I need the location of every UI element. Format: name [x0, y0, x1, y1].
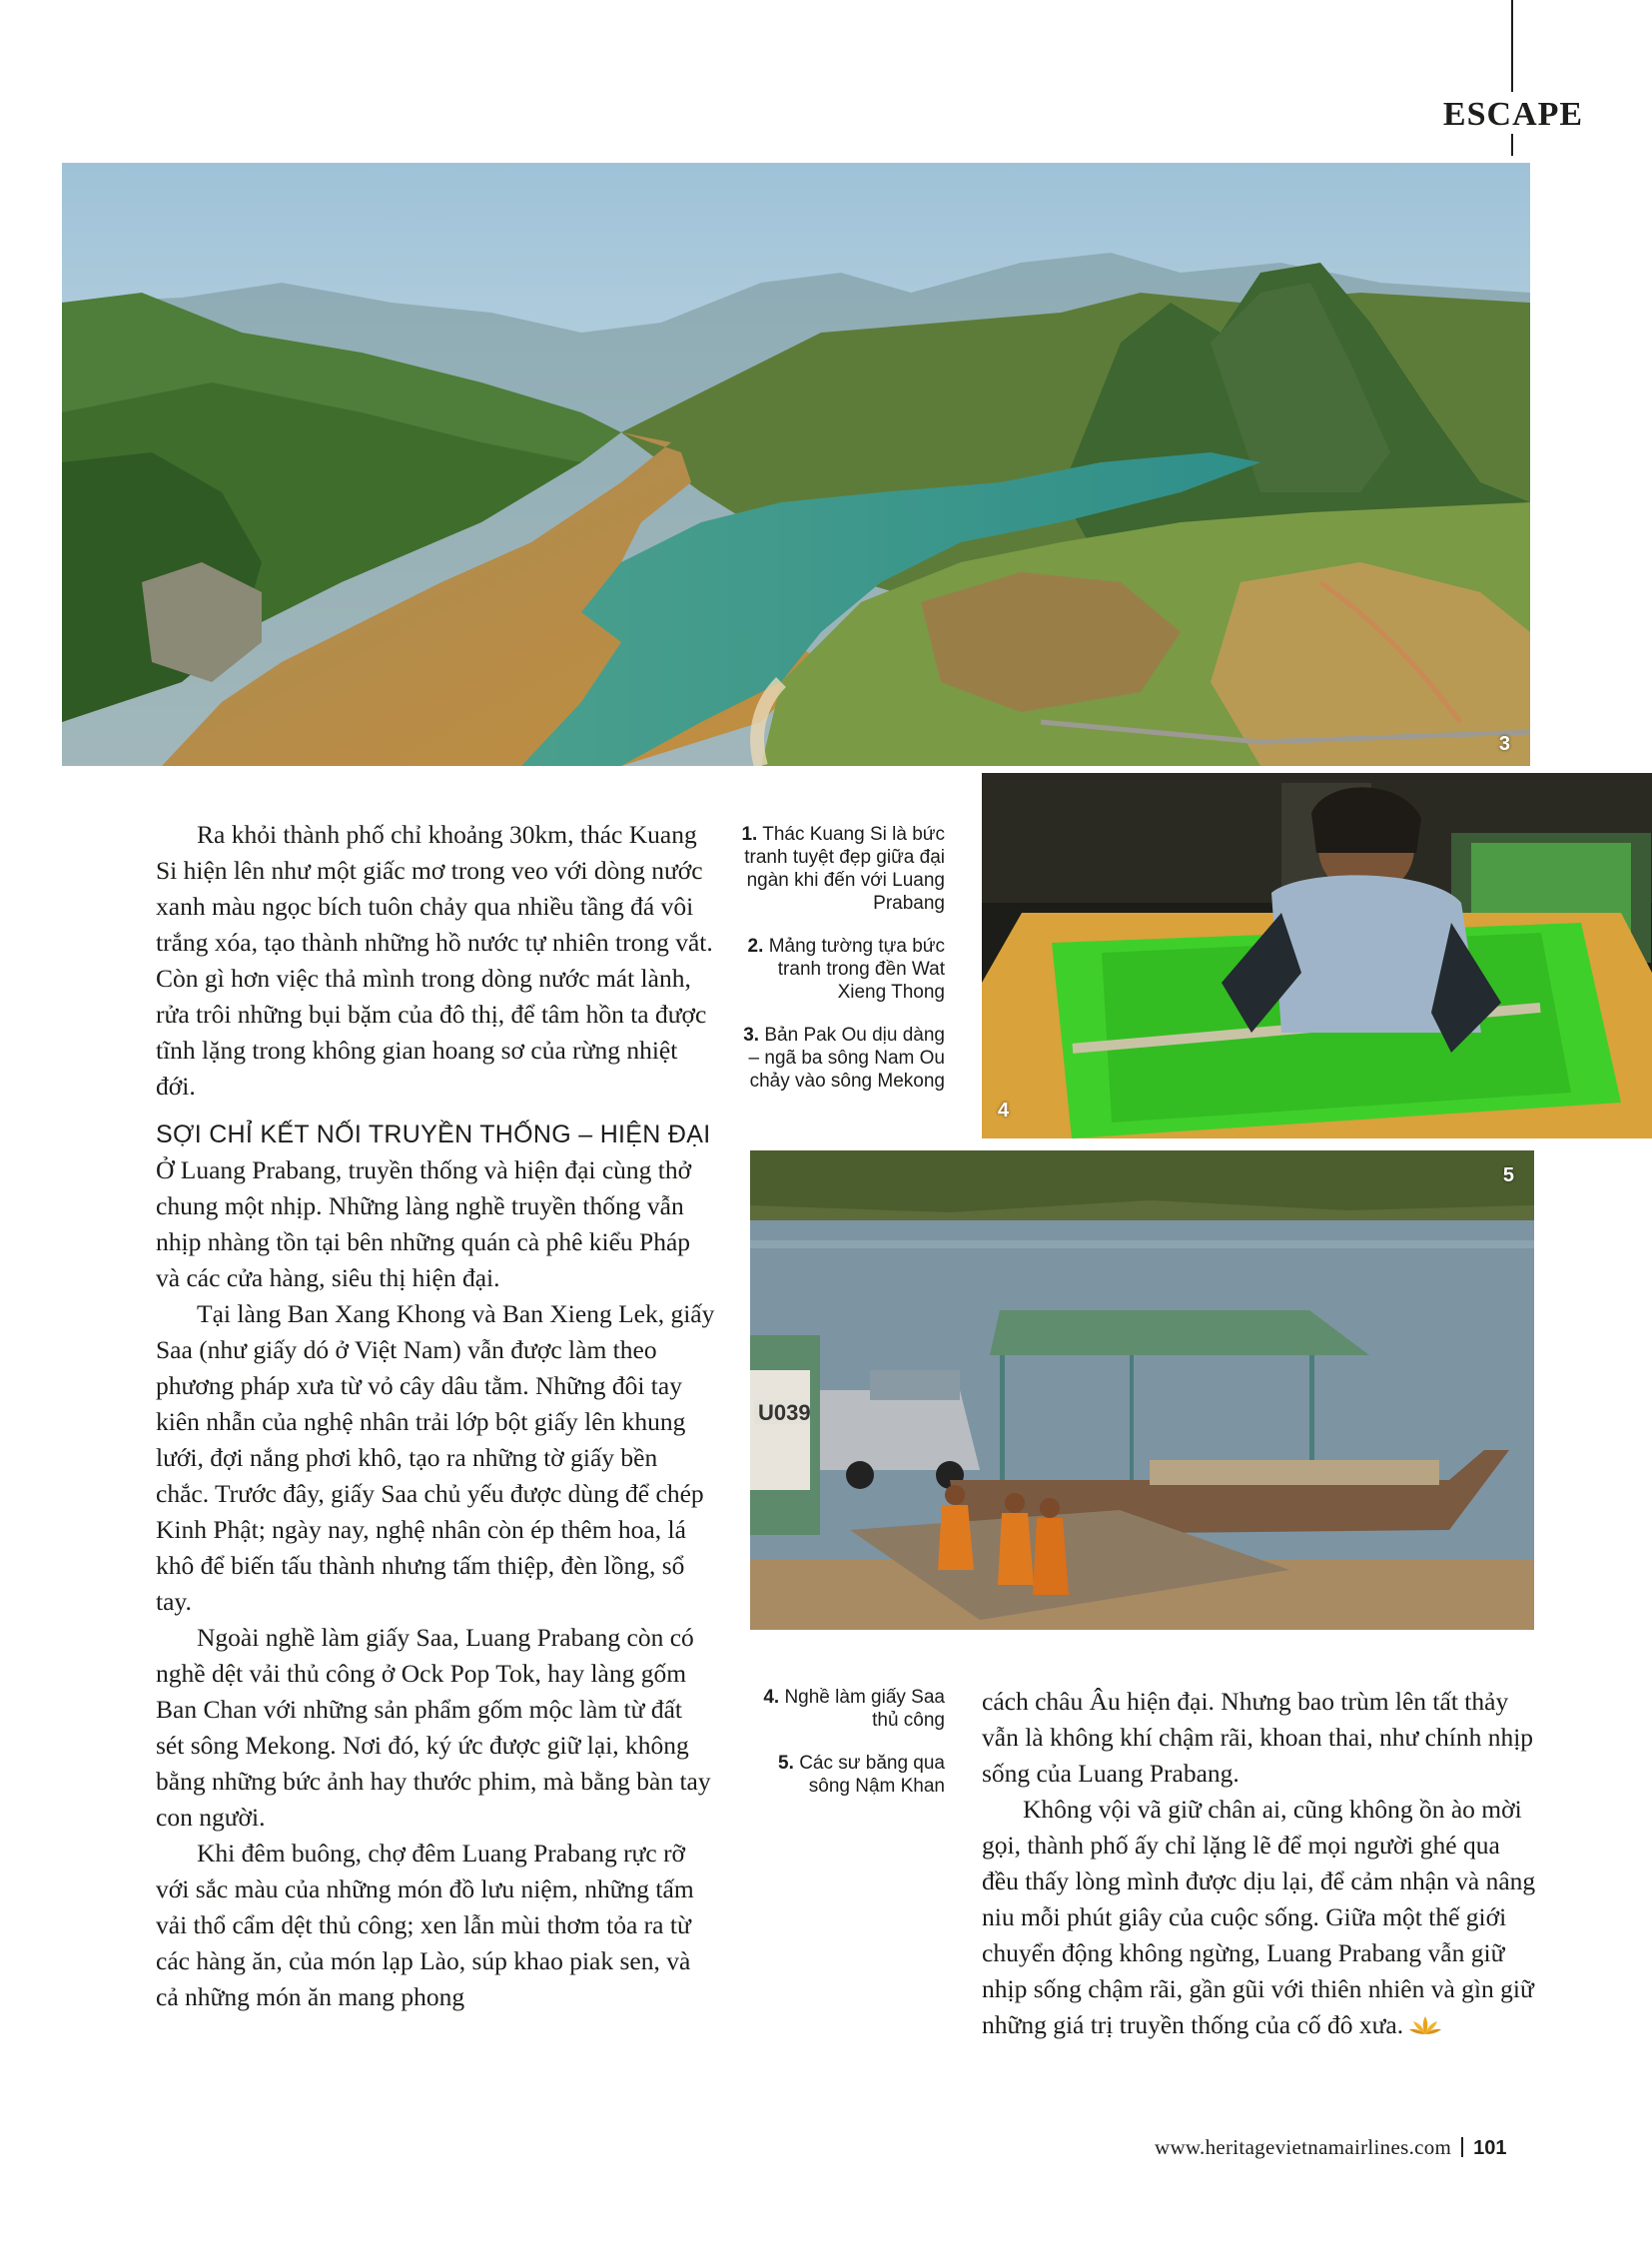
right-column: [982, 1684, 1536, 2043]
photo-number-5: 5: [1502, 1164, 1514, 1186]
intro-paragraph: Ra khỏi thành phố chỉ khoảng 30km, thác Kuang Si hiện lên như một giấc mơ trong veo với dòng nước xanh màu ngọc bích tuôn chảy qua nhiều tầng đá vôi trắng xóa, tạo thành những hồ nước tự nhiên trong vắt. Còn gì hơn việc thả mình trong dòng nước mát lành, rửa trôi những bụi bặm của đô thị, để tâm hồn ta được tĩnh lặng trong không gian hoang sơ của rừng nhiệt đới.: [156, 820, 713, 1101]
header-rule-bottom: [1511, 134, 1513, 156]
body-paragraph-2: Tại làng Ban Xang Khong và Ban Xieng Lek, giấy Saa (như giấy dó ở Việt Nam) vẫn được làm theo phương pháp xưa từ vỏ cây dâu tằm. Những đôi tay kiên nhẫn của nghệ nhân trải lớp bột giấy lên khung lưới, đợi nắng phơi khô, tạo ra những tờ giấy bền chắc. Trước đây, giấy Saa chủ yếu được dùng để chép Kinh Phật; ngày nay, nghệ nhân còn ép thêm hoa, lá khô để biến tấu thành nhưng tấm thiệp, đèn lồng, sổ tay.: [156, 1299, 715, 1616]
caption-4: 4. Nghề làm giấy Saa thủ công: [763, 1687, 945, 1731]
body-paragraph-4: Khi đêm buông, chợ đêm Luang Prabang rực rỡ với sắc màu của những món đồ lưu niệm, những tấm vải thổ cẩm dệt thủ công; xen lẫn mùi thơm tỏa ra từ các hàng ăn, của món lạp Lào, súp khao piak sen, và cả những món ăn mang phong: [156, 1839, 694, 2011]
photo-paper-making: [982, 773, 1652, 1138]
photo-number-4: 4: [998, 1100, 1010, 1121]
footer-url[interactable]: www.heritagevietnamairlines.com: [1155, 2135, 1452, 2159]
caption-2: 2. Mảng tường tựa bức tranh trong đền Wat Xieng Thong: [747, 936, 945, 1003]
captions-upper: [741, 823, 945, 1113]
caption-3: 3. Bản Pak Ou dịu dàng – ngã ba sông Nam Ou chảy vào sông Mekong: [743, 1025, 945, 1092]
photo-ferry-monks: [750, 1150, 1534, 1630]
right-paragraph-1: cách châu Âu hiện đại. Nhưng bao trùm lên tất thảy vẫn là không khí chậm rãi, khoan thai, như chính nhịp sống của Luang Prabang.: [982, 1687, 1534, 1788]
body-paragraph-1: Ở Luang Prabang, truyền thống và hiện đại cùng thở chung một nhịp. Những làng nghề truyền thống vẫn nhịp nhàng tồn tại bên những quán cà phê kiểu Pháp và các cửa hàng, siêu thị hiện đại.: [156, 1155, 692, 1292]
lotus-end-icon: [1409, 2014, 1441, 2036]
section-heading: SỢI CHỈ KẾT NỐI TRUYỀN THỐNG – HIỆN ĐẠI: [156, 1120, 711, 1148]
left-column: [156, 817, 715, 2015]
page-footer: [1155, 2135, 1574, 2160]
caption-5: 5. Các sư băng qua sông Nậm Khan: [778, 1753, 945, 1797]
boat-plate-text: U039: [758, 1400, 811, 1425]
body-paragraph-3: Ngoài nghề làm giấy Saa, Luang Prabang còn có nghề dệt vải thủ công ở Ock Pop Tok, hay làng gốm Ban Chan với những sản phẩm gốm mộc làm từ đất sét sông Mekong. Nơi đó, ký ức được giữ lại, không bằng những bức ảnh hay thước phim, mà bằng bàn tay con người.: [156, 1623, 711, 1832]
right-paragraph-2: Không vội vã giữ chân ai, cũng không ồn ào mời gọi, thành phố ấy chỉ lặng lẽ để mọi người ghé qua đều thấy lòng mình được dịu lại, để cảm nhận và nâng niu mỗi phút giây của cuộc sống. Giữa một thế giới chuyển động không ngừng, Luang Prabang vẫn giữ nhịp sống chậm rãi, gần gũi với thiên nhiên và gìn giữ những giá trị truyền thống của cố đô xưa.: [982, 1795, 1536, 2039]
caption-1: 1. Thác Kuang Si là bức tranh tuyệt đẹp giữa đại ngàn khi đến với Luang Prabang: [741, 824, 945, 914]
photo-river-aerial: [62, 163, 1530, 766]
section-label: ESCAPE: [1442, 96, 1584, 133]
header-rule-top: [1511, 0, 1513, 92]
footer-separator: [1461, 2137, 1463, 2157]
photo-number-3: 3: [1498, 733, 1510, 755]
page-number: 101: [1473, 2137, 1507, 2159]
captions-lower: [741, 1686, 945, 1818]
